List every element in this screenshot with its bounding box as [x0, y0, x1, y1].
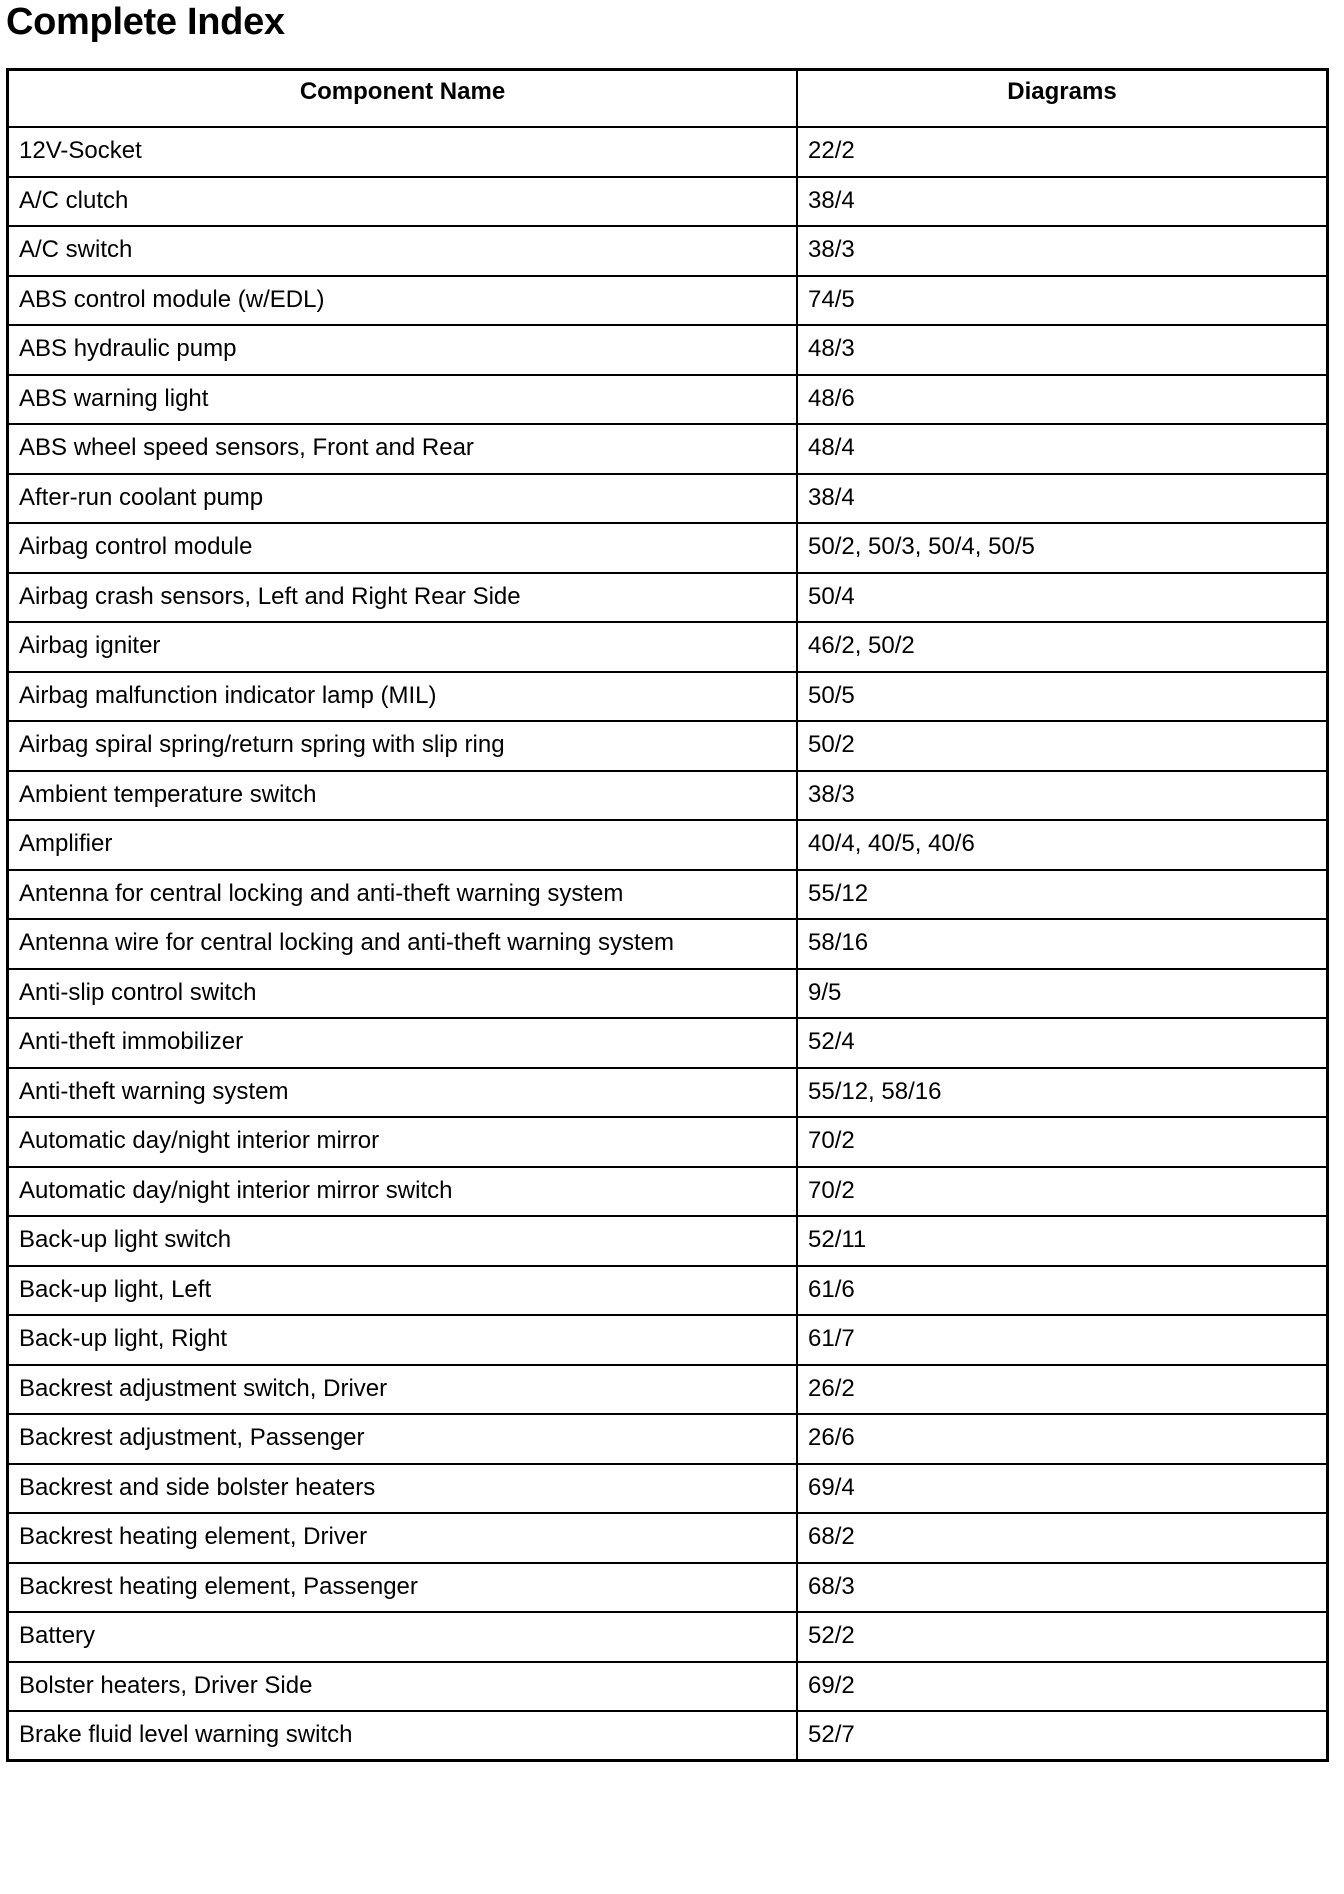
table-row: [8, 771, 1328, 821]
table-row: [8, 375, 1328, 425]
diagrams-cell: 68/2: [797, 1513, 1328, 1563]
diagrams-cell: 26/2: [797, 1365, 1328, 1415]
table-row: [8, 622, 1328, 672]
table-row: [8, 1563, 1328, 1613]
diagrams-cell: 38/4: [797, 474, 1328, 524]
table-row: [8, 672, 1328, 722]
table-row: [8, 1167, 1328, 1217]
diagrams-cell: 52/11: [797, 1216, 1328, 1266]
table-row: [8, 1513, 1328, 1563]
diagrams-cell: 46/2, 50/2: [797, 622, 1328, 672]
diagrams-cell: 74/5: [797, 276, 1328, 326]
component-name-cell: Airbag spiral spring/return spring with slip ring: [8, 721, 798, 771]
table-row: [8, 1414, 1328, 1464]
component-name-cell: Anti-slip control switch: [8, 969, 798, 1019]
diagrams-cell: 69/4: [797, 1464, 1328, 1514]
component-name-cell: Backrest adjustment, Passenger: [8, 1414, 798, 1464]
component-name-cell: 12V-Socket: [8, 127, 798, 177]
table-header-row: [8, 70, 1328, 128]
component-name-cell: Antenna for central locking and anti-theft warning system: [8, 870, 798, 920]
component-name-cell: Backrest and side bolster heaters: [8, 1464, 798, 1514]
component-name-cell: Airbag crash sensors, Left and Right Rear Side: [8, 573, 798, 623]
component-name-cell: A/C switch: [8, 226, 798, 276]
component-name-cell: Battery: [8, 1612, 798, 1662]
table-row: [8, 573, 1328, 623]
page-title: Complete Index: [6, 1, 285, 43]
diagrams-cell: 55/12: [797, 870, 1328, 920]
table-row: [8, 325, 1328, 375]
table-row: [8, 474, 1328, 524]
diagrams-cell: 38/3: [797, 226, 1328, 276]
diagrams-cell: 68/3: [797, 1563, 1328, 1613]
diagrams-cell: 38/3: [797, 771, 1328, 821]
diagrams-cell: 55/12, 58/16: [797, 1068, 1328, 1118]
diagrams-cell: 50/2: [797, 721, 1328, 771]
diagrams-cell: 50/4: [797, 573, 1328, 623]
component-index-table: [6, 68, 1329, 1762]
table-row: [8, 1018, 1328, 1068]
diagrams-cell: 52/4: [797, 1018, 1328, 1068]
diagrams-cell: 69/2: [797, 1662, 1328, 1712]
table-row: [8, 1612, 1328, 1662]
diagrams-cell: 9/5: [797, 969, 1328, 1019]
table-row: [8, 523, 1328, 573]
component-name-cell: ABS control module (w/EDL): [8, 276, 798, 326]
component-name-cell: Backrest adjustment switch, Driver: [8, 1365, 798, 1415]
table-row: [8, 870, 1328, 920]
component-name-cell: Back-up light, Right: [8, 1315, 798, 1365]
component-name-cell: ABS warning light: [8, 375, 798, 425]
component-name-cell: Antenna wire for central locking and anti-theft warning system: [8, 919, 798, 969]
diagrams-cell: 26/6: [797, 1414, 1328, 1464]
diagrams-cell: 22/2: [797, 127, 1328, 177]
component-name-cell: Anti-theft immobilizer: [8, 1018, 798, 1068]
table-row: [8, 969, 1328, 1019]
component-name-cell: Automatic day/night interior mirror: [8, 1117, 798, 1167]
diagrams-cell: 61/6: [797, 1266, 1328, 1316]
table-row: [8, 1315, 1328, 1365]
table-row: [8, 1068, 1328, 1118]
table-row: [8, 721, 1328, 771]
table-row: [8, 276, 1328, 326]
diagrams-cell: 48/6: [797, 375, 1328, 425]
table-row: [8, 1365, 1328, 1415]
component-name-cell: Back-up light, Left: [8, 1266, 798, 1316]
table-row: [8, 1662, 1328, 1712]
diagrams-cell: 50/2, 50/3, 50/4, 50/5: [797, 523, 1328, 573]
diagrams-cell: 48/4: [797, 424, 1328, 474]
component-name-cell: Amplifier: [8, 820, 798, 870]
component-name-cell: Backrest heating element, Passenger: [8, 1563, 798, 1613]
component-name-cell: Ambient temperature switch: [8, 771, 798, 821]
table-row: [8, 1216, 1328, 1266]
component-name-cell: Anti-theft warning system: [8, 1068, 798, 1118]
diagrams-cell: 58/16: [797, 919, 1328, 969]
table-row: [8, 820, 1328, 870]
component-name-cell: Airbag malfunction indicator lamp (MIL): [8, 672, 798, 722]
table-body: [8, 127, 1328, 1761]
diagrams-cell: 48/3: [797, 325, 1328, 375]
component-name-cell: Back-up light switch: [8, 1216, 798, 1266]
column-header-diagrams: Diagrams: [797, 70, 1328, 128]
diagrams-cell: 38/4: [797, 177, 1328, 227]
diagrams-cell: 52/2: [797, 1612, 1328, 1662]
table-row: [8, 1711, 1328, 1761]
table-row: [8, 177, 1328, 227]
table-row: [8, 1117, 1328, 1167]
table-row: [8, 919, 1328, 969]
table-row: [8, 226, 1328, 276]
table-row: [8, 127, 1328, 177]
table-row: [8, 1464, 1328, 1514]
component-name-cell: After-run coolant pump: [8, 474, 798, 524]
diagrams-cell: 52/7: [797, 1711, 1328, 1761]
component-name-cell: Bolster heaters, Driver Side: [8, 1662, 798, 1712]
table-row: [8, 1266, 1328, 1316]
diagrams-cell: 70/2: [797, 1117, 1328, 1167]
diagrams-cell: 70/2: [797, 1167, 1328, 1217]
component-name-cell: Automatic day/night interior mirror switch: [8, 1167, 798, 1217]
component-name-cell: A/C clutch: [8, 177, 798, 227]
component-name-cell: Airbag control module: [8, 523, 798, 573]
component-name-cell: Airbag igniter: [8, 622, 798, 672]
table-row: [8, 424, 1328, 474]
component-name-cell: Backrest heating element, Driver: [8, 1513, 798, 1563]
component-name-cell: ABS wheel speed sensors, Front and Rear: [8, 424, 798, 474]
column-header-component-name: Component Name: [8, 70, 798, 128]
component-name-cell: Brake fluid level warning switch: [8, 1711, 798, 1761]
diagrams-cell: 61/7: [797, 1315, 1328, 1365]
diagrams-cell: 40/4, 40/5, 40/6: [797, 820, 1328, 870]
diagrams-cell: 50/5: [797, 672, 1328, 722]
component-name-cell: ABS hydraulic pump: [8, 325, 798, 375]
